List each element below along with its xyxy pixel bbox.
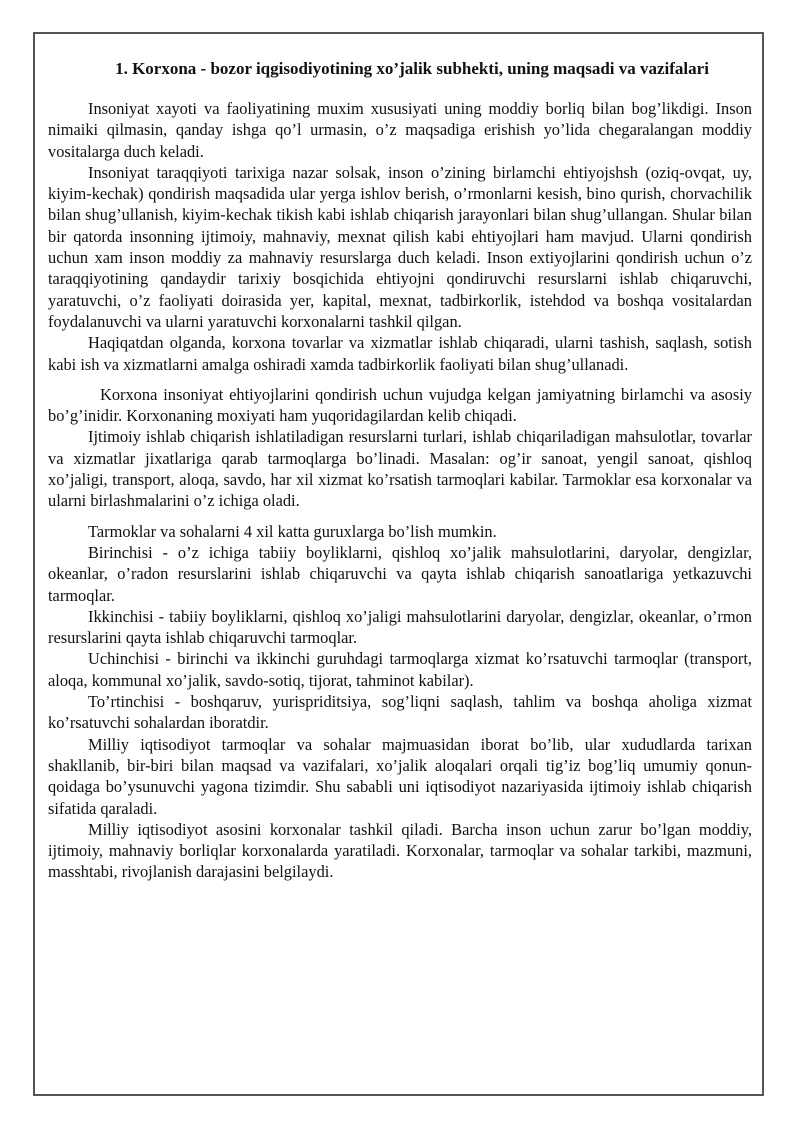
paragraph-7: Birinchisi - o’z ichiga tabiiy boyliklarni, qishloq xo’jalik mahsulotlarini, daryolar, dengizlar, okeanlar, o’radon resurslarini ishlab chiqaruvchi va qayta ishlab chiqarish sanoatlariga yetkazuvchi tarmoqlar. [48,542,752,605]
paragraph-12: Milliy iqtisodiyot asosini korxonalar tashkil qiladi. Barcha inson uchun zarur bo’lgan moddiy, ijtimoiy, mahnaviy borliqlar korxonalarda yaratiladi. Korxonalar, tarmoqlar va sohalar tarkibi, mazmuni, masshtabi, rivojlanish darajasini belgilaydi. [48,819,752,882]
document-body [48,58,752,883]
paragraph-1: Insoniyat xayoti va faoliyatining muxim xususiyati uning moddiy borliq bilan bog’likdigi. Inson nimaiki qilmasin, qanday ishga qo’l urmasin, o’z maqsadiga erishish yo’lida chegaralangan moddiy vositalarga duch keladi. [48,99,752,161]
paragraph-4: Korxona insoniyat ehtiyojlarini qondirish uchun vujudga kelgan jamiyatning birlamchi va asosiy bo’g’inidir. Korxonaning moxiyati ham yuqoridagilardan kelib chiqadi. [48,384,752,426]
paragraph-9: Uchinchisi - birinchi va ikkinchi guruhdagi tarmoqlarga xizmat ko’rsatuvchi tarmoqlar (transport, aloqa, kommunal xo’jalik, savdo-sotiq, tijorat, tahminot kabilar). [48,649,752,690]
paragraph-5: Ijtimoiy ishlab chiqarish ishlatiladigan resurslarni turlari, ishlab chiqariladigan mahsulotlar, tovarlar va xizmatlar jixatlariga qarab tarmoqlarga bo’linadi. Masalan: og’ir sanoat, yengil sanoat, qishloq xo’jaligi, transport, aloqa, savdo, har xil xizmat ko’rsatish tarmoqlari kabilar. Tarmoklar esa korxonalar va ularni birlashmalarini o’z ichiga oladi. [48,427,752,511]
paragraph-11: Milliy iqtisodiyot tarmoqlar va sohalar majmuasidan iborat bo’lib, ular xududlarda tarixan shakllanib, bir-biri bilan maqsad va vazifalari, xo’jalik aloqalari orqali tig’iz bog’liq umumiy qonun-qoidaga bo’ysunuvchi yagona tizimdir. Shu sababli uni iqtisodiyot nazariyasida ijtimoiy ishlab chiqarish sifatida qaraladi. [48,734,752,818]
paragraph-2: Insoniyat taraqqiyoti tarixiga nazar solsak, inson o’zining birlamchi ehtiyojshsh (oziq-ovqat, uy, kiyim-kechak) qondirish maqsadida ular yerga ishlov berish, o’rmonlarni kesish, bino qurish, chorvachilik bilan shug’ullanish, kiyim-kechak tikish kabi ishlab chiqarish jarayonlari bilan shug’ullangan. Shular bilan bir qatorda insonning ijtimoiy, mahnaviy, mexnat qilish kabi ehtiyojlari ham mavjud. Ularni qondirish uchun xam inson moddiy za mahnaviy resurslarga duch keladi. Inson extiyojlarini qondirish uchun o’z taraqqiyotining qandaydir tarixiy bosqichida ehtiyojni qondiruvchi resurslarni ishlab chiqaruvchi, yaratuvchi, o’z faoliyati doirasida yer, kapital, mexnat, tadbirkorlik, istehdod va boshqa vositalardan foydalanuvchi va ularni yaratuvchi korxonalarni tashkil qilgan. [48,162,752,331]
paragraph-8: Ikkinchisi - tabiiy boyliklarni, qishloq xo’jaligi mahsulotlarini daryolar, dengizlar, okeanlar, o’rmon resurslarini qayta ishlab chiqaruvchi tarmoqlar. [48,606,752,648]
paragraph-6: Tarmoklar va sohalarni 4 xil katta guruxlarga bo’lish mumkin. [88,521,497,541]
paragraph-3: Haqiqatdan olganda, korxona tovarlar va xizmatlar ishlab chiqaradi, ularni tashish, saqlash, sotish kabi ish va xizmatlarni amalga oshiradi xamda tadbirkorlik faoliyati bilan shug’ullanadi. [48,333,752,374]
paragraph-10: To’rtinchisi - boshqaruv, yurispriditsiya, sog’liqni saqlash, tahlim va boshqa aholiga xizmat ko’rsatuvchi sohalardan iboratdir. [48,692,752,733]
document-title: 1. Korxona - bozor iqgisodiyotining xo’jalik subhekti, uning maqsadi va vazifalari [115,59,709,78]
